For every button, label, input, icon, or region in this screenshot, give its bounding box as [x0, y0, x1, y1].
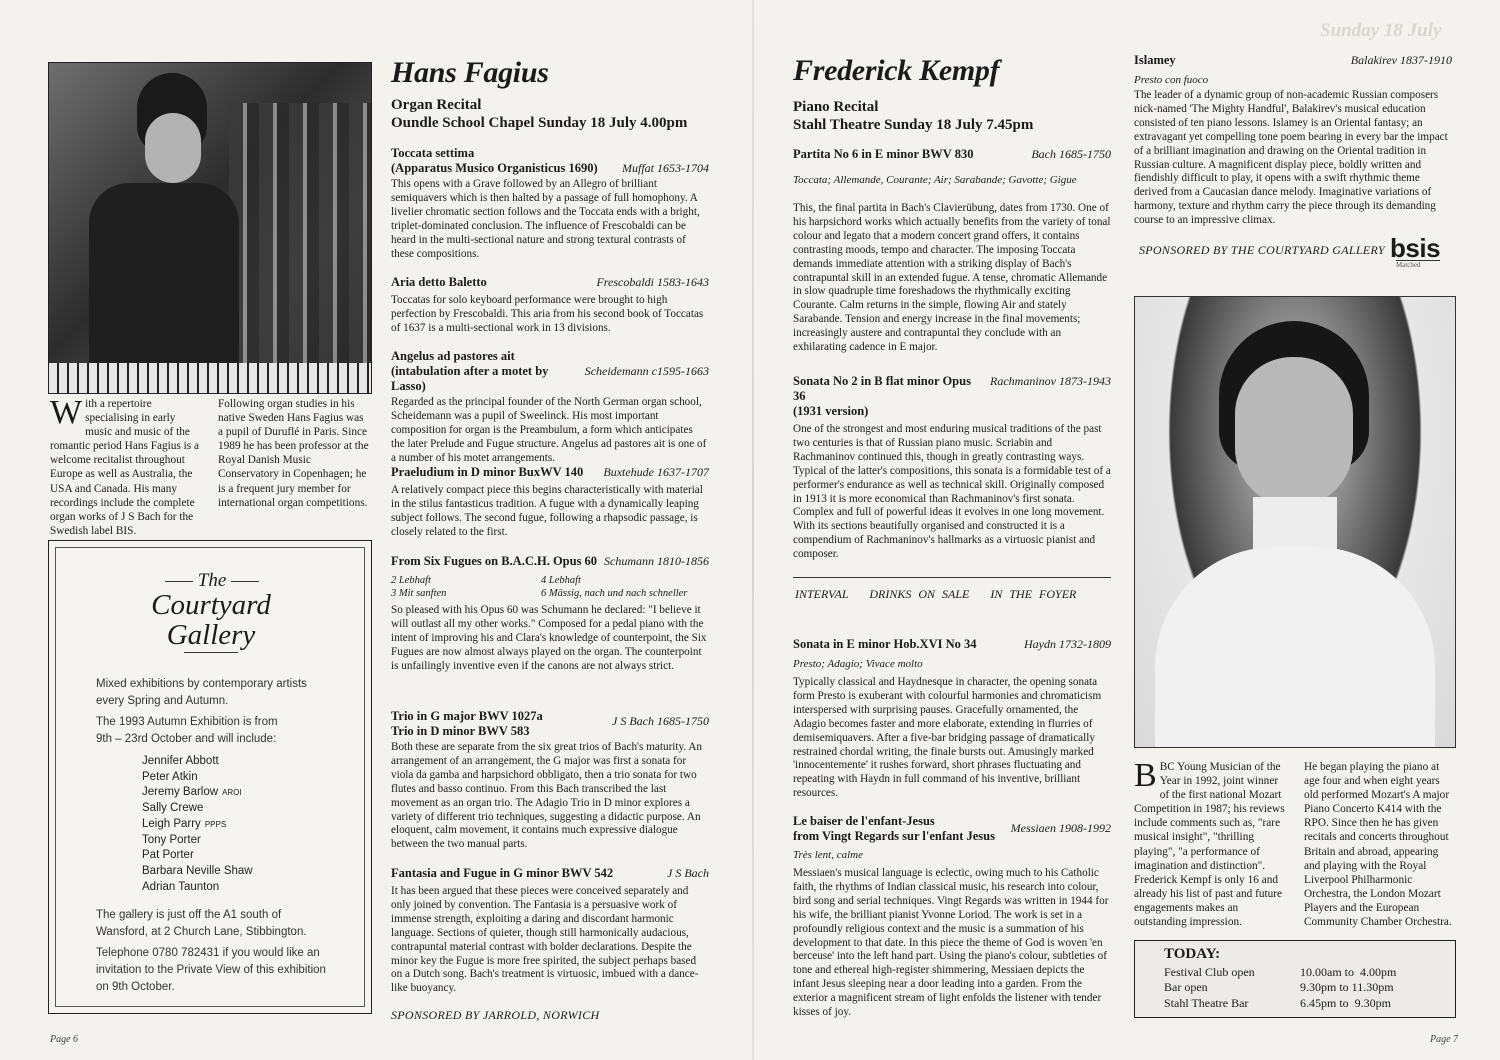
schumann-movements: [391, 574, 709, 600]
interval-notice: INTERVAL DRINKS ON SALE IN THE FOYER: [795, 587, 1077, 601]
dropcap: W: [50, 394, 83, 431]
piece-balakirev: [1134, 53, 1452, 228]
piece-composer: Schumann 1810-1856: [604, 554, 709, 568]
gallery-location: The gallery is just off the A1 south of Wansford, at 2 Church Lane, Stibbington.: [96, 909, 307, 938]
piece-notes: One of the strongest and most enduring musical traditions of the past two centuries is that of Russian piano music. Scriabin and Rachmaninov continued this, though in greatly contrasting ways. Typical of the latter's compositions, this sonata is a formidable test of a performer's endurance as well as technical skill. Originally composed in 1913 it is more economical than Rachmaninov's first sonata. Complex and full of powerful ideas it evolves in one long movement. With its sections beautifully organised and constructed it is a compendium of Rachmaninov's hallmarks as a virtuosic pianist and composer.: [793, 423, 1111, 561]
piece-scheidemann: [391, 349, 709, 466]
gallery-logo: [96, 590, 326, 650]
artist-name-kempf: Frederick Kempf: [793, 54, 1000, 87]
piece-notes: A relatively compact piece this begins characteristically with material in the stilus fantasticus tradition. A fugue with a dynamically leaping subject follows. The second fugue, following a rhapsodic passage, is closely related to the first.: [391, 484, 703, 538]
artist-name: Pat Porter: [142, 849, 194, 862]
fagius-bio-text-1: ith a repertoire specialising in early music and music of the romantic period Hans Fagius is a welcome recitalist throughout Europe as well as Australia, the USA and Canada. His many recordings include the complete organ works of J S Bach for the Swedish label BIS.: [50, 398, 200, 537]
gallery-artist: [142, 785, 342, 801]
bsis-logo-sub: Matched: [1396, 260, 1440, 269]
piece-haydn: [793, 637, 1111, 801]
piece-composer: J S Bach: [667, 866, 709, 880]
today-label: Stahl Theatre Bar: [1164, 995, 1249, 1010]
piece-frescobaldi: [391, 275, 709, 336]
piece-title: Praeludium in D minor BuxWV 140: [391, 465, 584, 479]
kempf-bio-col1: [1134, 757, 1288, 929]
piece-notes: Regarded as the principal founder of the North German organ school, Scheidemann was a pupil of Sweelinck. His most important composition for organ is the Preambulum, a form which anticipates the later Prelude and Fugue structure. Angelus ad pastores ait is one of a number of his motet arrangements.: [391, 396, 707, 464]
piece-schumann: [391, 554, 709, 674]
piece-messiaen: [793, 814, 1111, 1020]
piece-notes: This, the final partita in Bach's Clavierübung, dates from 1730. One of his harpsichord works which actually benefits from the variety of tonal colour and legato that a modern concert grand offers, it contains contrasting moods, tempo and character. The imposing Toccata demands immediate attention with a striking display of Bach's contrapuntal skill in an extended fugue. A tense, chromatic Allemande in slow quadruple time foreshadows the rhythmically exciting Courante. Calm returns in the simple, flowing Air and stately Sarabande. Tension and energy increase in the final movements; increasingly austere and contrapuntal they conclude with an exhilarating cadence in E major.: [793, 202, 1111, 354]
today-label: Bar open: [1164, 980, 1208, 995]
gallery-name-line1: Courtyard: [151, 589, 271, 621]
piece-movements: Toccata; Allemande, Courante; Air; Sarabande; Gavotte; Gigue: [793, 174, 1077, 186]
courtyard-gallery-ad: [48, 540, 372, 1014]
recital-title: Piano Recital: [793, 99, 879, 115]
gallery-artist: [142, 864, 342, 880]
gallery-artist: [142, 770, 342, 786]
today-time: 9.30pm to 11.30pm: [1300, 980, 1394, 995]
piece-notes: Messiaen's musical language is eclectic, owing much to his Catholic faith, the rhythms of Indian classical music, his research into colour, bird song and serial techniques. Vingt Regards was written in 1944 for his wife, the brilliant pianist Yvonne Loriod. The work is set in a profoundly religious context and the music is a summation of his development to that date. In this piece the theme of God is woven 'en berceuse' into the left hand part. Using the piano's colour, subtleties of tone and ethereal high-register shimmering, Messiaen depicts the infant Jesus sleeping near a door leading into a garden. From the exterior a magnificent stream of light enfolds the listener with tender kisses of joy.: [793, 867, 1109, 1019]
gallery-artist: [142, 801, 342, 817]
piece-title: Fantasia and Fugue in G minor BWV 542: [391, 866, 614, 880]
piece-composer: Rachmaninov 1873-1943: [990, 374, 1111, 388]
piece-composer: Frescobaldi 1583-1643: [596, 275, 709, 289]
today-time: 10.00am to 4.00pm: [1300, 965, 1397, 979]
header-date: Sunday 18 July: [1320, 20, 1442, 41]
movement: 6 Mässig, nach und nach schneller: [541, 588, 688, 599]
recital-title: Organ Recital: [391, 97, 482, 113]
piece-movements: Presto; Adagio; Vivace molto: [793, 658, 923, 670]
kempf-sponsor: SPONSORED BY THE COURTYARD GALLERY: [1139, 243, 1385, 257]
gallery-artist-list: [142, 754, 342, 895]
today-row: [1164, 965, 1444, 980]
movement: 2 Lebhaft: [391, 575, 431, 586]
piece-rachmaninov: [793, 374, 1111, 562]
gallery-exhibition: The 1993 Autumn Exhibition is from 9th – 23rd October and will include:: [96, 716, 278, 745]
piece-title2: (intabulation after a motet by Lasso): [391, 364, 549, 393]
piece-title: Trio in G major BWV 1027a: [391, 709, 543, 723]
fagius-sponsor: SPONSORED BY JARROLD, NORWICH: [391, 1008, 600, 1022]
logo-rule: [184, 652, 238, 653]
gallery-artist: [142, 848, 342, 864]
bsis-logo-text: bsis: [1390, 233, 1441, 263]
movement: 4 Lebhaft: [541, 575, 581, 586]
piece-movements: Presto con fuoco: [1134, 74, 1209, 86]
recital-venue: Oundle School Chapel Sunday 18 July 4.00pm: [391, 115, 688, 131]
piece-composer: Scheidemann c1595-1663: [584, 364, 709, 378]
recital-venue: Stahl Theatre Sunday 18 July 7.45pm: [793, 117, 1034, 133]
today-time: 6.45pm to 9.30pm: [1300, 995, 1392, 1010]
dropcap: B: [1134, 757, 1157, 794]
gallery-intro: Mixed exhibitions by contemporary artists every Spring and Autumn.: [96, 678, 307, 707]
artist-name-fagius: Hans Fagius: [391, 56, 549, 89]
piece-title: Partita No 6 in E minor BWV 830: [793, 147, 974, 161]
gallery-artist: [142, 880, 342, 896]
piece-notes: This opens with a Grave followed by an Allegro of brilliant semiquavers which is then halted by a passage of full homophony. A livelier chromatic section follows and the Toccata ends with a bright, triplet-dominated conclusion. The influence of Frescobaldi can be heard in the multi-sectional nature and strong textural contrasts of these compositions.: [391, 178, 700, 260]
gallery-artist: [142, 817, 342, 833]
artist-name: Peter Atkin: [142, 770, 198, 783]
piece-composer: Buxtehude 1637-1707: [603, 465, 709, 479]
piece-movements: Très lent, calme: [793, 849, 863, 861]
gallery-name-line2: Gallery: [166, 619, 256, 651]
kempf-photo: [1134, 296, 1456, 748]
piece-bach-partita: [793, 147, 1111, 355]
organist-photo: [48, 62, 372, 394]
artist-name: Leigh Parry: [142, 817, 201, 830]
piece-notes: So pleased with his Opus 60 was Schumann he declared: "I believe it will outlast all my other works." Composed for a pedal piano with the intent of improving his and Clara's knowledge of counterpoint, the Six Fugues are now almost always played on the organ. The counterpoint is unfailingly inventive even if the canons are not always strict.: [391, 604, 707, 672]
interval-rule: [793, 577, 1111, 578]
spread-gutter: [752, 0, 754, 1060]
today-row: [1164, 996, 1444, 1011]
piece-composer: Messiaen 1908-1992: [1010, 821, 1111, 835]
gallery-artist: [142, 754, 342, 770]
kempf-recital-heading: [793, 98, 1123, 134]
artist-name: Jennifer Abbott: [142, 755, 219, 767]
piece-title: Sonata in E minor Hob.XVI No 34: [793, 637, 977, 651]
today-schedule: [1164, 965, 1444, 1011]
artist-name: Barbara Neville Shaw: [142, 864, 253, 877]
artist-name: Adrian Taunton: [142, 880, 220, 893]
gallery-the: The: [197, 570, 227, 591]
piece-buxtehude: [391, 465, 709, 540]
piece-bach-trios: [391, 709, 709, 852]
kempf-bio-col2: He began playing the piano at age four and when eight years old performed Mozart's A major Piano Concerto K414 with the RPO. Since then he has given recitals and concerts throughout Britain and abroad, appearing and playing with the Royal Liverpool Philharmonic Orchestra, the London Mozart Players and the European Community Chamber Orchestra.: [1304, 761, 1452, 929]
artist-name: Tony Porter: [142, 833, 201, 846]
bsis-logo: [1390, 233, 1441, 269]
artist-name: Jeremy Barlow: [142, 786, 219, 799]
gallery-telephone: Telephone 0780 782431 if you would like an invitation to the Private View of this exhibition on 9th October.: [96, 947, 326, 993]
piece-notes: Typically classical and Haydnesque in character, the opening sonata form Presto is exuberant with colourful harmonies and chromaticism interspersed with surprising pauses. Gracefully ornamented, the Adagio becomes faster and more elaborate, extending in flurries of demisemiquavers. After a five-bar bridging passage of dramatically restrained chordal writing, the finale bursts out. Amusingly marked 'innocentemente' it rushes forward, short phrases fluctuating and repeating with Haydn in full command of his inventive, brilliant resources.: [793, 676, 1102, 800]
piece-composer: J S Bach 1685-1750: [612, 714, 709, 728]
piece-notes: The leader of a dynamic group of non-academic Russian composers nick-named 'The Mighty Handful', Balakirev's musical education consisted of ten piano lessons. Islamey is an Oriental fantasy; an extravagant yet compelling tone poem bearing in every bar the impact of a brilliant imagination and drawing on the Oriental tradition in Russian culture. A magnificent display piece, boldly written and fiendishly difficult to play, it opens with a swift rhythmic theme derived from a Caucasian dance melody. Imaginative variations of harmony, texture and rhythm carry the piece through its demanding course to an impressive climax.: [1134, 89, 1448, 227]
kempf-bio-text-1: BC Young Musician of the Year in 1992, joint winner of the first national Mozart Competition in 1987; his reviews include comments such as, "rare musical insight", "thrilling playing", "a performance of imagination and distinction". Frederick Kempf is only 16 and already his list of past and future engagements makes an outstanding impression.: [1134, 761, 1285, 929]
piece-composer: Haydn 1732-1809: [1024, 637, 1111, 651]
piece-composer: Bach 1685-1750: [1031, 147, 1111, 161]
piece-bach-fantasia: [391, 866, 709, 996]
movement: 3 Mit sanften: [391, 588, 447, 599]
today-label: Festival Club open: [1164, 965, 1255, 979]
piece-title2: Trio in D minor BWV 583: [391, 724, 530, 738]
piece-composer: Muffat 1653-1704: [622, 161, 709, 175]
piece-title: From Six Fugues on B.A.C.H. Opus 60: [391, 554, 598, 568]
artist-suffix: PPPS: [204, 819, 227, 829]
page-number-left: Page 6: [50, 1034, 79, 1045]
fagius-recital-heading: [391, 96, 721, 132]
piece-title: Toccata settima: [391, 146, 475, 160]
artist-name: Sally Crewe: [142, 802, 204, 815]
piece-notes: Toccatas for solo keyboard performance were brought to high perfection by Frescobaldi. This aria from his second book of Toccatas of 1637 is a multi-sectional work in 13 divisions.: [391, 294, 704, 334]
piece-muffat: [391, 146, 709, 261]
today-row: [1164, 980, 1444, 995]
piece-title: Sonata No 2 in B flat minor Opus 36: [793, 374, 971, 403]
fagius-bio-col1: [50, 394, 205, 538]
piece-title: Le baiser de l'enfant-Jesus: [793, 814, 935, 828]
piece-title2: (Apparatus Musico Organisticus 1690): [391, 161, 598, 175]
piece-title2: (1931 version): [793, 404, 869, 418]
page-number-right: Page 7: [1430, 1034, 1459, 1045]
piece-title: Islamey: [1134, 53, 1176, 67]
piece-title: Angelus ad pastores ait: [391, 349, 515, 363]
artist-suffix: AROI: [222, 788, 242, 798]
piece-notes: It has been argued that these pieces were conceived separately and only joined by convention. The Fantasia is a persuasive work of immense strength, exploiting a daring and discordant harmonic language. Sections of quieter, though still harmonically audacious, contrapuntal material contrast with bolder declarations. Despite the minor key the Fugue is more free spirited, the subject perhaps based on a Dutch song. Bach's treatment is virtuosic, imbued with a dance-like buoyancy.: [391, 885, 699, 995]
piece-title2: from Vingt Regards sur l'enfant Jesus: [793, 829, 995, 843]
gallery-artist: [142, 833, 342, 849]
today-heading: TODAY:: [1164, 946, 1221, 962]
piece-composer: Balakirev 1837-1910: [1350, 53, 1452, 67]
fagius-bio-col2: Following organ studies in his native Sweden Hans Fagius was a pupil of Duruflé in Paris. Since 1989 he has been professor at the Royal Danish Music Conservatory in Copenhagen; he is a frequent jury member for international organ competitions.: [218, 398, 369, 509]
piece-notes: Both these are separate from the six great trios of Bach's maturity. An arrangement of an arrangement, the G major was first a sonata for viola da gamba and harpsichord obbligato, then a trio sonata for two flutes and basso continuo. From this Bach transcribed the last movement as an organ trio. The Adagio Trio in D minor explores a variety of different trio techniques, suggesting a didactic purpose. An eloquent, calm movement, it contains much expressive dialogue between the two manual parts.: [391, 741, 703, 851]
piece-title: Aria detto Baletto: [391, 275, 487, 289]
today-box: [1134, 940, 1456, 1018]
